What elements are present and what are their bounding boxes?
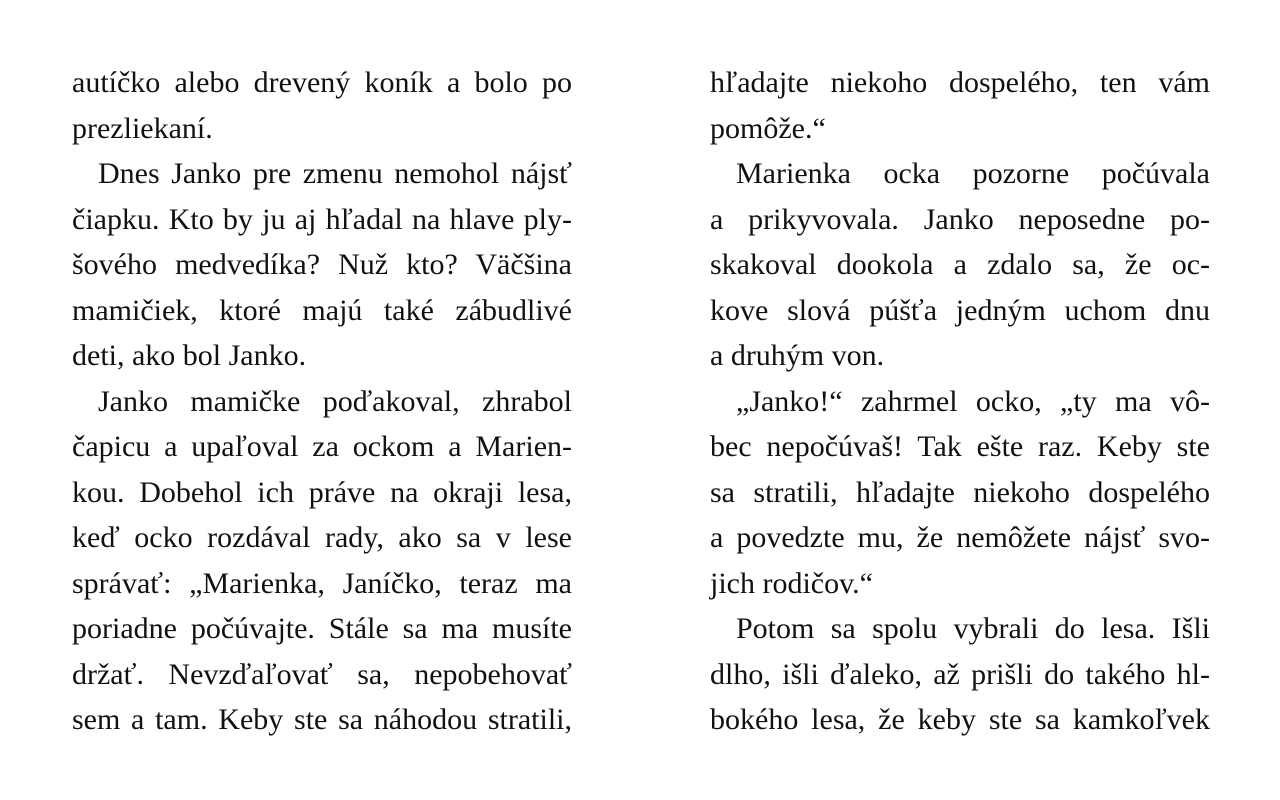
text-line: jich rodičov.“ <box>710 566 873 600</box>
text-line: a prikyvovala. Janko neposedne po- <box>710 202 1210 236</box>
text-line: poriadne počúvajte. Stále sa ma musíte <box>72 612 572 645</box>
text-line: bokého lesa, že keby ste sa kamkoľvek <box>710 703 1210 736</box>
text-line: čiapku. Kto by ju aj hľadal na hlave ply- <box>72 202 572 236</box>
text-line: čapicu a upaľoval za ockom a Marien- <box>72 430 572 463</box>
text-line: kou. Dobehol ich práve na okraji lesa, <box>72 475 572 509</box>
text-line: dlho, išli ďaleko, až prišli do takého hl- <box>710 657 1210 691</box>
text-line: kove slová púšťa jedným uchom dnu <box>710 293 1210 327</box>
text-line: skakoval dookola a zdalo sa, že oc- <box>710 248 1210 281</box>
text-line: Marienka ocka pozorne počúvala <box>736 157 1210 190</box>
text-line: správať: „Marienka, Janíčko, teraz ma <box>72 566 572 600</box>
text-line: Dnes Janko pre zmenu nemohol nájsť <box>98 157 572 190</box>
text-line: keď ocko rozdával rady, ako sa v lese <box>72 521 572 554</box>
text-line: šového medvedíka? Nuž kto? Väčšina <box>72 248 572 281</box>
text-line: držať. Nevzďaľovať sa, nepobehovať <box>72 657 572 691</box>
left-page <box>72 60 572 743</box>
text-line: sa stratili, hľadajte niekoho dospelého <box>710 475 1210 509</box>
text-line: „Janko!“ zahrmel ocko, „ty ma vô- <box>736 384 1210 418</box>
text-line: autíčko alebo drevený koník a bolo po <box>72 66 572 99</box>
text-line: Janko mamičke poďakoval, zhrabol <box>98 384 572 418</box>
text-line: sem a tam. Keby ste sa náhodou stratili, <box>72 703 572 736</box>
right-page <box>710 60 1210 743</box>
text-line: Potom sa spolu vybrali do lesa. Išli <box>736 612 1210 645</box>
text-line: a povedzte mu, že nemôžete nájsť svo- <box>710 521 1210 554</box>
text-line: mamičiek, ktoré majú také zábudlivé <box>72 293 572 327</box>
text-line: a druhým von. <box>710 339 885 372</box>
text-line: bec nepočúvaš! Tak ešte raz. Keby ste <box>710 430 1210 463</box>
text-line: hľadajte niekoho dospelého, ten vám <box>710 66 1210 99</box>
text-line: prezliekaní. <box>72 111 213 145</box>
text-line: deti, ako bol Janko. <box>72 339 307 372</box>
text-line: pomôže.“ <box>710 111 826 145</box>
